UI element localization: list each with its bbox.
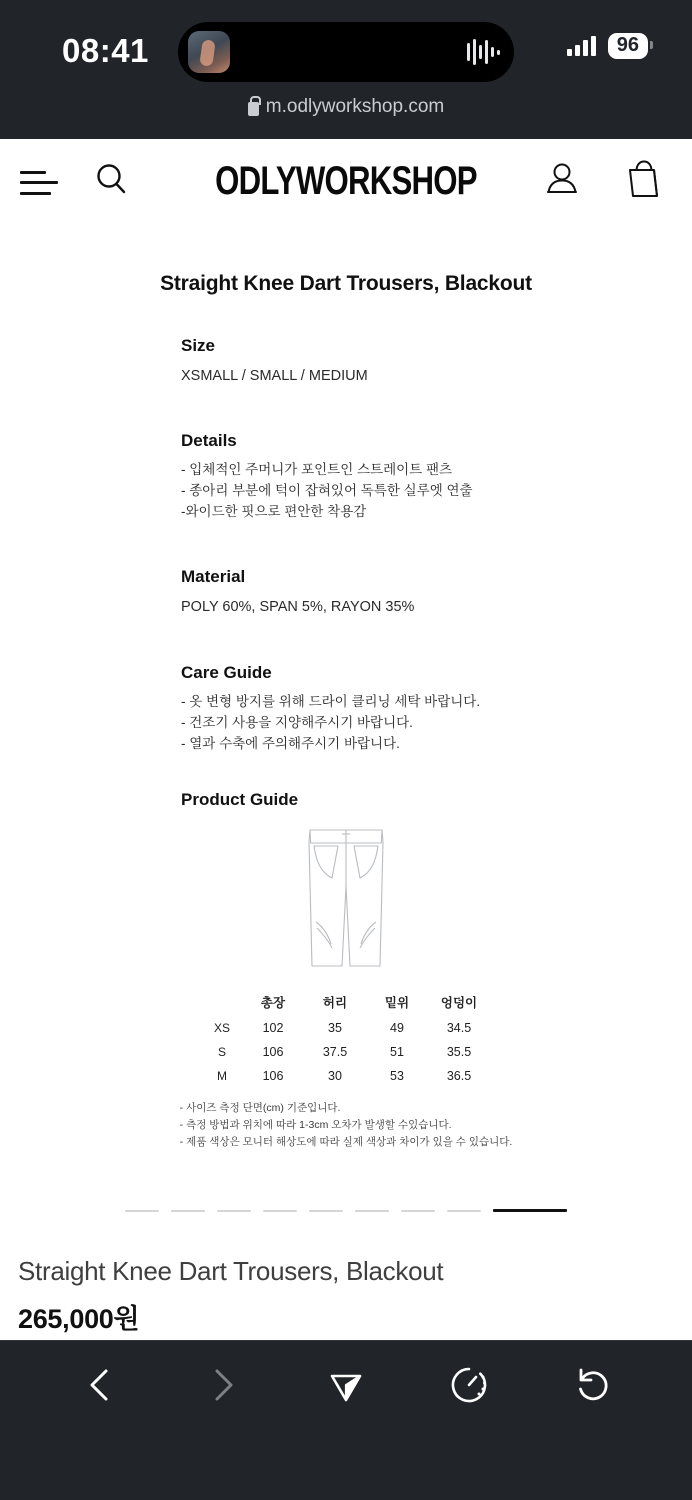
browser-toolbar — [0, 1340, 692, 1500]
battery-percent-badge: 96 — [608, 33, 648, 59]
status-bar-indicators — [567, 33, 648, 59]
cell-size: XS — [213, 1021, 230, 1036]
table-row — [202, 1040, 490, 1064]
section-heading: Material — [181, 567, 246, 587]
column-header: 총장 — [260, 996, 286, 1011]
now-playing-artwork[interactable] — [188, 31, 230, 73]
table-row — [202, 1064, 490, 1088]
section-heading: Details — [181, 431, 237, 451]
gallery-dash-1[interactable] — [125, 1210, 159, 1212]
section-heading: Care Guide — [181, 662, 272, 682]
section-line: - 옷 변형 방지를 위해 드라이 클리닝 세탁 바랍니다. — [181, 693, 481, 709]
gallery-dash-3[interactable] — [217, 1210, 251, 1212]
search-icon[interactable] — [92, 160, 130, 203]
gallery-dash-6[interactable] — [355, 1210, 389, 1212]
section-line: -와이드한 핏으로 편안한 착용감 — [181, 504, 367, 520]
section-care-guide — [181, 663, 692, 755]
chevron-left-back-icon[interactable] — [68, 1353, 132, 1417]
cell-size: M — [217, 1069, 227, 1084]
column-header: 허리 — [322, 996, 348, 1011]
ios-status-bar — [0, 0, 692, 139]
gallery-dash-4[interactable] — [263, 1210, 297, 1212]
gallery-pagination — [0, 1151, 692, 1212]
gallery-dash-7[interactable] — [401, 1210, 435, 1212]
size-chart-table — [202, 988, 490, 1088]
table-header-row — [202, 988, 490, 1016]
browser-url-label[interactable] — [0, 96, 692, 118]
column-header: 밑위 — [384, 996, 410, 1011]
product-guide-heading: Product Guide — [181, 790, 299, 810]
size-chart-notes — [0, 1100, 692, 1151]
clock-timer-icon[interactable] — [437, 1353, 501, 1417]
url-text: m.odlyworkshop.com — [265, 96, 445, 117]
table-row — [202, 1016, 490, 1040]
cell-value: 37.5 — [322, 1045, 348, 1060]
cell-value: 35.5 — [446, 1045, 472, 1060]
status-bar-clock: 08:41 — [62, 32, 149, 69]
cell-value: 49 — [390, 1021, 404, 1036]
product-name: Straight Knee Dart Trousers, Blackout — [18, 1256, 444, 1287]
section-size — [181, 336, 692, 387]
cell-value: 102 — [262, 1021, 284, 1036]
cell-value: 36.5 — [446, 1069, 472, 1084]
site-header — [0, 139, 692, 224]
chevron-right-forward-icon[interactable] — [191, 1353, 255, 1417]
column-header: 엉덩이 — [440, 996, 478, 1011]
section-line: - 건조기 사용을 지양해주시기 바랍니다. — [181, 714, 413, 730]
header-right-actions — [542, 158, 664, 205]
cell-value: 34.5 — [446, 1021, 472, 1036]
detail-title: Straight Knee Dart Trousers, Blackout — [160, 272, 532, 295]
column-header — [202, 988, 242, 1016]
now-playing-waveform-icon — [467, 39, 500, 65]
cell-value: 51 — [390, 1045, 404, 1060]
cell-value: 53 — [390, 1069, 404, 1084]
section-line: - 입체적인 주머니가 포인트인 스트레이트 팬츠 — [181, 462, 453, 478]
section-details — [181, 431, 692, 523]
note-line: - 측정 방법과 위치에 따라 1-3cm 오차가 발생할 수있습니다. — [179, 1119, 452, 1132]
shopping-bag-icon[interactable] — [624, 158, 664, 205]
detail-sections — [0, 296, 692, 810]
page-content — [0, 224, 692, 1467]
cell-value: 106 — [262, 1069, 284, 1084]
cellular-signal-icon — [567, 36, 596, 56]
section-line: - 열과 수축에 주의해주시기 바랍니다. — [181, 735, 400, 751]
section-heading: Size — [181, 336, 216, 355]
header-left-actions — [0, 160, 130, 203]
site-logo[interactable]: ODLYWORKSHOP — [215, 159, 477, 203]
gallery-dash-5[interactable] — [309, 1210, 343, 1212]
cell-value: 30 — [328, 1069, 342, 1084]
cell-size: S — [217, 1045, 226, 1060]
cell-value: 35 — [328, 1021, 342, 1036]
section-material — [181, 567, 692, 618]
product-price: 265,000원 — [18, 1304, 140, 1335]
section-line: XSMALL / SMALL / MEDIUM — [181, 368, 368, 384]
gallery-dash-8[interactable] — [447, 1210, 481, 1212]
account-person-icon[interactable] — [542, 159, 582, 204]
cell-value: 106 — [262, 1045, 284, 1060]
share-send-icon[interactable] — [314, 1353, 378, 1417]
hamburger-menu-icon[interactable] — [20, 169, 58, 195]
section-line: POLY 60%, SPAN 5%, RAYON 35% — [181, 599, 415, 616]
product-detail-image — [0, 224, 692, 1151]
dynamic-island[interactable] — [178, 22, 514, 82]
section-line: - 종아리 부분에 턱이 잡혀있어 독특한 실루엣 연출 — [181, 483, 473, 499]
note-line: - 제품 색상은 모니터 해상도에 따라 실제 색상과 차이가 있을 수 있습니다. — [179, 1136, 513, 1149]
note-line: - 사이즈 측정 단면(cm) 기준입니다. — [179, 1102, 341, 1115]
wide-leg-trousers-technical-drawing — [0, 816, 692, 984]
lock-icon — [248, 102, 259, 116]
reload-icon[interactable] — [560, 1353, 624, 1417]
gallery-dash-2[interactable] — [171, 1210, 205, 1212]
